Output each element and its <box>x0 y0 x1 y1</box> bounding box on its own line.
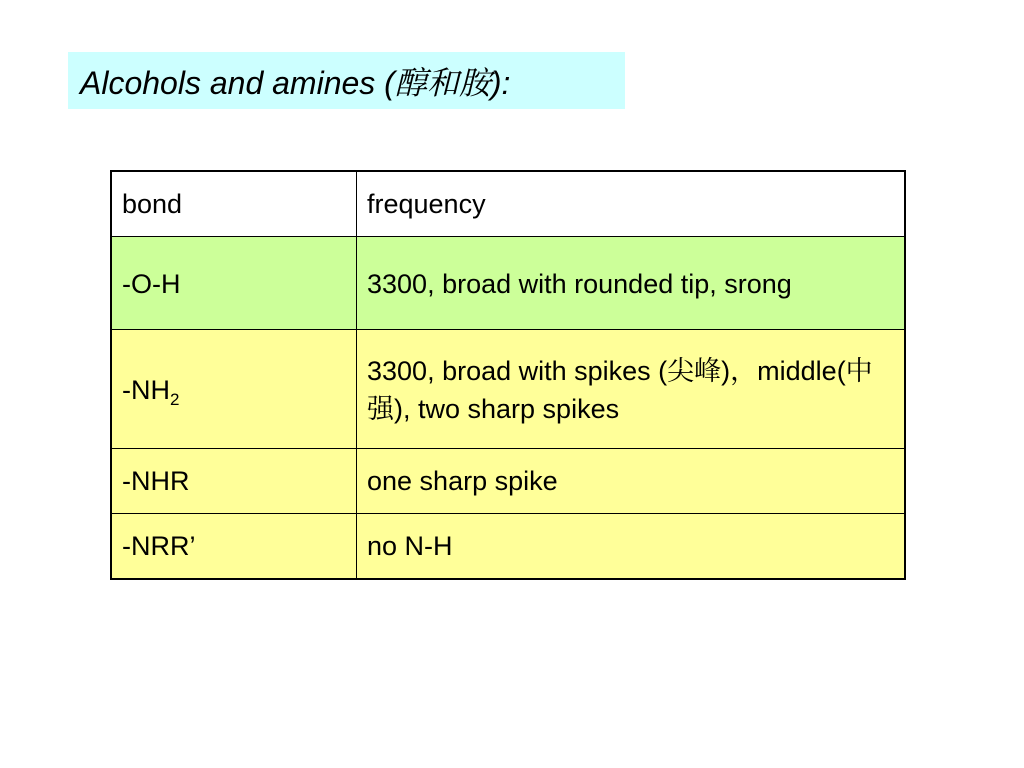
ir-frequency-table <box>110 170 906 580</box>
bond-cell-nh2 <box>111 330 357 449</box>
frequency-cell-oh: 3300, broad with rounded tip, srong <box>357 237 906 330</box>
table-row-nhr <box>111 449 905 514</box>
header-frequency: frequency <box>357 171 906 237</box>
bond-cell-nrr: -NRR’ <box>111 514 357 580</box>
table-row-nh2 <box>111 330 905 449</box>
bond-cell-nhr: -NHR <box>111 449 357 514</box>
frequency-cell-nhr: one sharp spike <box>357 449 906 514</box>
bond-nh2-subscript: 2 <box>170 390 180 409</box>
table-row-nrr <box>111 514 905 580</box>
table-row-oh <box>111 237 905 330</box>
bond-cell-oh: -O-H <box>111 237 357 330</box>
bond-nh2-prefix: -NH <box>122 375 170 405</box>
title-box <box>68 52 625 109</box>
slide-title: Alcohols and amines (醇和胺): <box>80 64 511 101</box>
header-bond: bond <box>111 171 357 237</box>
table-header-row <box>111 171 905 237</box>
frequency-cell-nh2: 3300, broad with spikes (尖峰)，middle(中强), two sharp spikes <box>357 330 906 449</box>
frequency-cell-nrr: no N-H <box>357 514 906 580</box>
